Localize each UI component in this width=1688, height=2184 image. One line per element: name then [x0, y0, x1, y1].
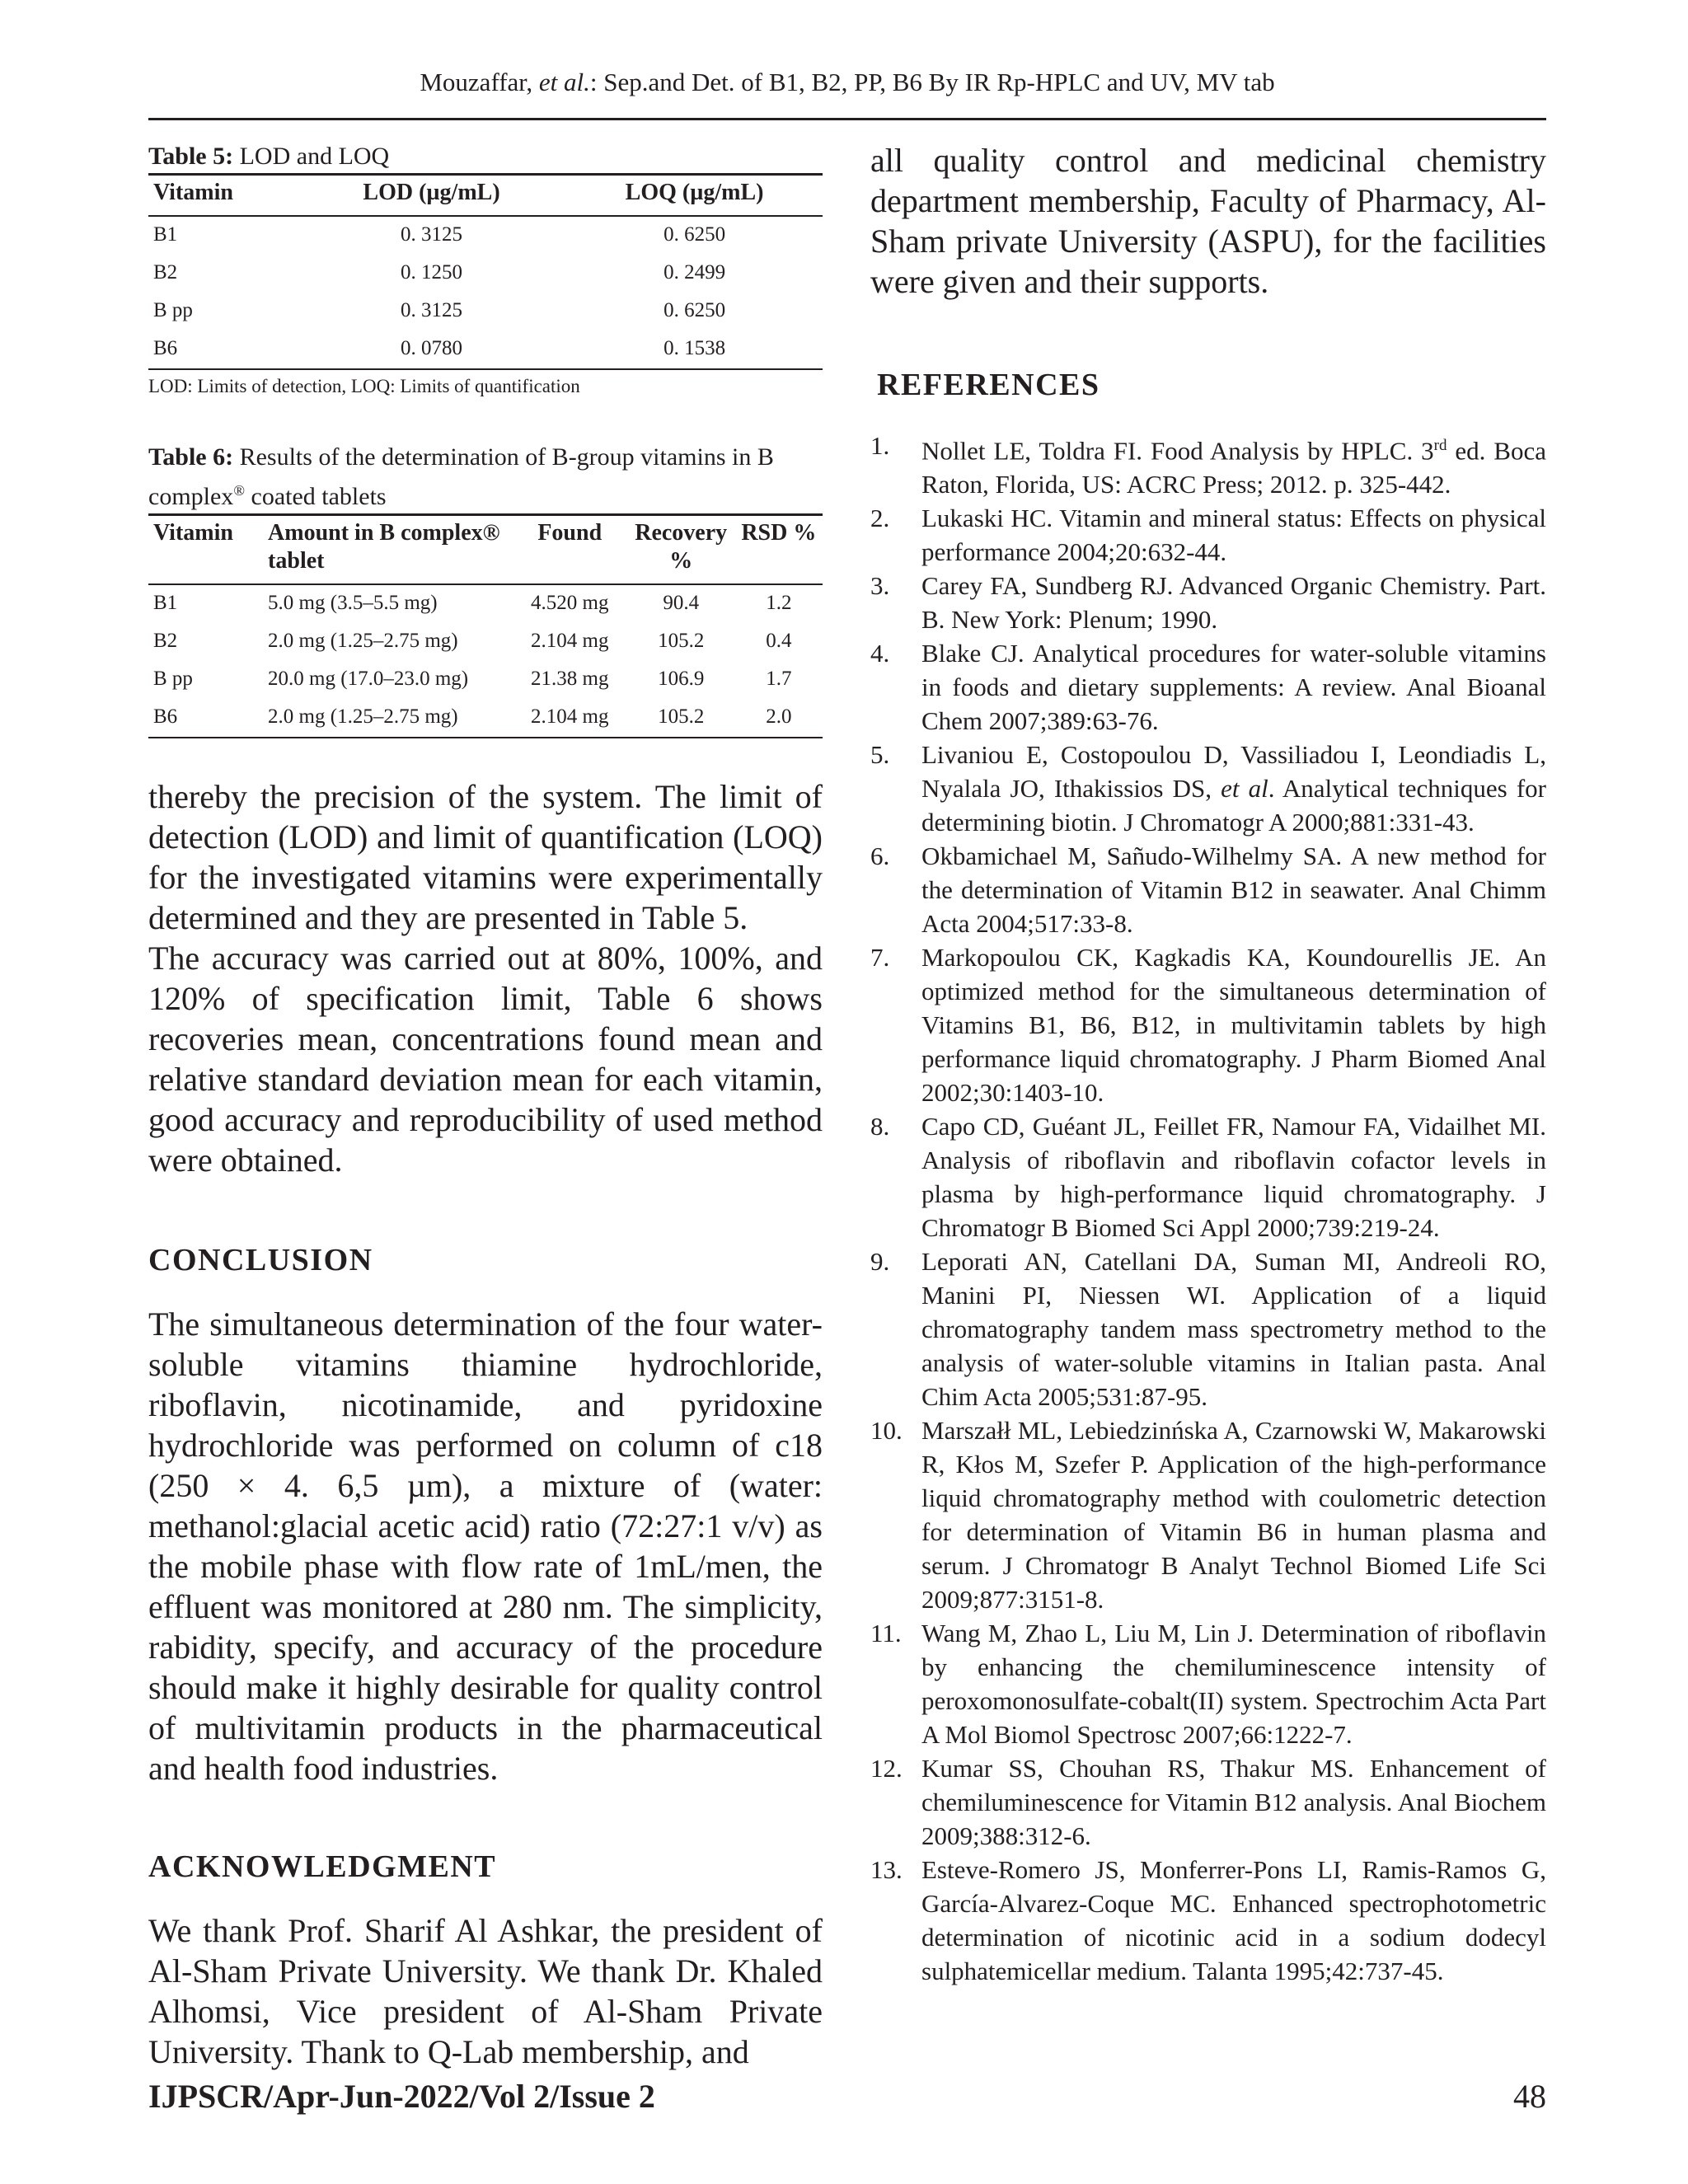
table-cell: 1.2 — [766, 592, 792, 614]
table-cell: B2 — [153, 630, 178, 652]
table-5-header-vitamin: Vitamin — [148, 175, 297, 217]
table-cell: 0. 1250 — [401, 261, 463, 284]
table-cell: 2.0 mg (1.25–2.75 mg) — [268, 630, 458, 652]
reference-text: Wang M, Zhao L, Liu M, Lin J. Determination of riboflavin by enhancing the chemiluminescence intensity of peroxomonosulfate-cobalt(II) system. Spectrochim Acta Part A Mol Biomol Spectrosc 2007;66:1222-7. — [921, 1619, 1546, 1750]
reference-item — [870, 501, 1546, 569]
table-6-label: Table 6: — [148, 443, 234, 471]
table-row — [148, 330, 823, 369]
right-column — [870, 140, 1546, 1988]
table-6-header-amount: Amount in B complex® tablet — [263, 515, 513, 585]
table-row — [148, 699, 823, 738]
table-5-header-lod: LOD (µg/mL) — [297, 175, 566, 217]
running-title-authors: Mouzaffar, — [420, 68, 539, 96]
reference-text: Kumar SS, Chouhan RS, Thakur MS. Enhancement of chemiluminescence for Vitamin B12 analysis. Anal Biochem 2009;388:312-6. — [921, 1754, 1546, 1851]
reference-text: Livaniou E, Costopoulou D, Vassiliadou I, Leondiadis L, Nyalala JO, Ithakissios DS, et al. Analytical techniques for determining biotin. J Chromatogr A 2000;881:331-43. — [921, 740, 1546, 837]
acknowledgment-text: We thank Prof. Sharif Al Ashkar, the president of Al-Sham Private University. We thank Dr. Khaled Alhomsi, Vice president of Al-Sham Private University. Thank to Q-Lab membership, and — [148, 1912, 823, 2070]
table-5 — [148, 140, 823, 400]
reference-number: 4. — [870, 639, 890, 668]
reference-number: 12. — [870, 1754, 903, 1783]
reference-item — [870, 1751, 1546, 1853]
table-6-header-vitamin: Vitamin — [148, 515, 263, 585]
running-title-etal: et al. — [538, 68, 590, 96]
table-cell: 0. 1538 — [566, 330, 823, 369]
table-row — [148, 623, 823, 661]
reference-item — [870, 839, 1546, 940]
results-paragraph-accuracy: The accuracy was carried out at 80%, 100%, and 120% of specification limit, Table 6 shows recoveries mean, concentrations found mean and relative standard deviation mean for each vitamin, good accuracy and reproducibility of used method were obtained. — [148, 940, 823, 1179]
table-cell: 2.0 — [735, 699, 823, 738]
reference-text: Esteve-Romero JS, Monferrer-Pons LI, Ramis-Ramos G, García-Alvarez-Coque MC. Enhanced spectrophotometric determination of nicotinic acid in a sodium dodecyl sulphatemicellar medium. Talanta 1995;42:737-45. — [921, 1855, 1546, 1986]
table-5-label: Table 5: — [148, 143, 234, 170]
header-rule — [148, 118, 1546, 120]
reference-text: Okbamichael M, Sañudo-Wilhelmy SA. A new method for the determination of Vitamin B12 in seawater. Anal Chimm Acta 2004;517:33-8. — [921, 841, 1546, 939]
reference-text: Nollet LE, Toldra FI. Food Analysis by HPLC. 3rd ed. Boca Raton, Florida, US: ACRC Press; 2012. p. 325-442. — [921, 436, 1546, 499]
table-cell: B pp — [153, 668, 193, 690]
table-row — [148, 216, 823, 255]
table-6-grid — [148, 513, 823, 738]
reference-item — [870, 1413, 1546, 1616]
reference-item — [870, 1853, 1546, 1988]
table-cell: B6 — [148, 330, 297, 369]
journal-issue-id: IJPSCR/Apr-Jun-2022/Vol 2/Issue 2 — [148, 2078, 655, 2115]
reference-list — [870, 429, 1546, 1988]
reference-item — [870, 1244, 1546, 1413]
reference-text: Markopoulou CK, Kagkadis KA, Koundourellis JE. An optimized method for the simultaneous determination of Vitamins B1, B6, B12, in multivitamin tablets by high performance liquid chromatography. J Pharm Biomed Anal 2002;30:1403-10. — [921, 943, 1546, 1108]
reference-number: 5. — [870, 740, 890, 770]
table-cell: B1 — [153, 592, 178, 614]
table-cell: 105.2 — [658, 630, 705, 652]
table-cell: B6 — [148, 699, 263, 738]
running-header — [148, 66, 1546, 99]
table-6-caption — [148, 441, 823, 513]
table-row — [148, 584, 823, 623]
reference-text: Carey FA, Sundberg RJ. Advanced Organic Chemistry. Part. B. New York: Plenum; 1990. — [921, 571, 1546, 635]
reference-number: 1. — [870, 431, 890, 460]
table-cell: 0. 6250 — [663, 223, 726, 246]
table-cell: 2.104 mg — [513, 699, 627, 738]
table-cell: B pp — [153, 299, 193, 321]
acknowledgment-heading: ACKNOWLEDGMENT — [148, 1849, 497, 1884]
table-cell: 90.4 — [663, 592, 700, 614]
table-cell: 0.4 — [766, 630, 792, 652]
table-row — [148, 255, 823, 293]
table-cell: 0. 3125 — [401, 223, 463, 246]
table-cell: 21.38 mg — [531, 668, 609, 690]
reference-number: 9. — [870, 1247, 890, 1277]
table-cell: 0. 2499 — [663, 261, 726, 284]
table-cell: 4.520 mg — [531, 592, 609, 614]
results-paragraph-lod: thereby the precision of the system. The limit of detection (LOD) and limit of quantification (LOQ) for the investigated vitamins were experimentally determined and they are presented in Table 5. — [148, 778, 823, 936]
reference-number: 7. — [870, 943, 890, 972]
table-6-title: Results of the determination of B-group vitamins in B complex — [148, 443, 774, 510]
running-title-topic: : Sep.and Det. of B1, B2, PP, B6 By IR Rp-HPLC and UV, MV tab — [589, 68, 1275, 96]
table-cell: 1.7 — [766, 668, 792, 690]
table-cell: 2.104 mg — [531, 630, 609, 652]
table-6-title-end: coated tablets — [245, 483, 387, 510]
table-cell: 0. 3125 — [401, 299, 463, 321]
reference-text: Leporati AN, Catellani DA, Suman MI, Andreoli RO, Manini PI, Niessen WI. Application of a liquid chromatography tandem mass spectrometry method to the analysis of water-soluble vitamins in Italian pasta. Anal Chim Acta 2005;531:87-95. — [921, 1247, 1546, 1412]
reference-number: 10. — [870, 1416, 903, 1446]
reference-text: Lukaski HC. Vitamin and mineral status: Effects on physical performance 2004;20:632-44. — [921, 504, 1546, 567]
registered-mark: ® — [233, 482, 245, 499]
left-column — [148, 140, 823, 2072]
page-number: 48 — [1513, 2078, 1546, 2115]
reference-number: 8. — [870, 1112, 890, 1141]
table-row — [148, 661, 823, 699]
table-5-title: LOD and LOQ — [233, 143, 390, 170]
table-6-header-recovery: Recovery % — [627, 515, 735, 585]
table-cell: 2.0 mg (1.25–2.75 mg) — [263, 699, 513, 738]
table-cell: 5.0 mg (3.5–5.5 mg) — [268, 592, 438, 614]
reference-number: 13. — [870, 1855, 903, 1885]
acknowledgment-continuation: all quality control and medicinal chemistry department membership, Faculty of Pharmacy, Al-Sham private University (ASPU), for the facilities were given and their supports. — [870, 142, 1546, 300]
reference-text: Marszałł ML, Lebiedzinńska A, Czarnowski W, Makarowski R, Kłos M, Szefer P. Application of the high-performance liquid chromatography method with coulometric detection for determination of Vitamin B6 in human plasma and serum. J Chromatogr B Analyt Technol Biomed Life Sci 2009;877:3151-8. — [921, 1416, 1546, 1615]
reference-number: 2. — [870, 504, 890, 533]
table-6-header-found: Found — [513, 515, 627, 585]
reference-text: Blake CJ. Analytical procedures for water-soluble vitamins in foods and dietary supplements: A review. Anal Bioanal Chem 2007;389:63-76. — [921, 639, 1546, 736]
reference-item — [870, 940, 1546, 1109]
conclusion-heading: CONCLUSION — [148, 1243, 373, 1277]
reference-number: 11. — [870, 1619, 902, 1648]
reference-item — [870, 429, 1546, 501]
table-cell: 0. 0780 — [297, 330, 566, 369]
reference-item — [870, 1109, 1546, 1244]
table-5-caption — [148, 140, 823, 173]
table-5-grid — [148, 173, 823, 370]
conclusion-text: The simultaneous determination of the four water-soluble vitamins thiamine hydrochloride, riboflavin, nicotinamide, and pyridoxine hydrochloride was performed on column of c18 (250 × 4. 6,5 µm), a mixture of (water: methanol:glacial acetic acid) ratio (72:27:1 v/v) as the mobile phase with flow rate of 1mL/men, the effluent was monitored at 280 nm. The simplicity, rabidity, specify, and accuracy of the procedure should make it highly desirable for quality control of multivitamin products in the pharmaceutical and health food industries. — [148, 1305, 823, 1787]
reference-item — [870, 1616, 1546, 1751]
table-6 — [148, 441, 823, 738]
table-row — [148, 293, 823, 330]
table-5-footnote: LOD: Limits of detection, LOQ: Limits of quantification — [148, 376, 580, 396]
table-5-header-loq: LOQ (µg/mL) — [566, 175, 823, 217]
reference-item — [870, 738, 1546, 839]
table-cell: 106.9 — [658, 668, 705, 690]
reference-number: 3. — [870, 571, 890, 601]
reference-item — [870, 569, 1546, 636]
references-heading: REFERENCES — [877, 368, 1100, 402]
table-cell: B1 — [153, 223, 178, 246]
reference-item — [870, 636, 1546, 738]
table-cell: B2 — [153, 261, 178, 284]
reference-number: 6. — [870, 841, 890, 871]
table-cell: 0. 6250 — [663, 299, 726, 321]
page-footer — [148, 2077, 1546, 2116]
table-cell: 20.0 mg (17.0–23.0 mg) — [268, 668, 469, 690]
table-cell: 105.2 — [627, 699, 735, 738]
reference-text: Capo CD, Guéant JL, Feillet FR, Namour FA, Vidailhet MI. Analysis of riboflavin and riboflavin cofactor levels in plasma by high-performance liquid chromatography. J Chromatogr B Biomed Sci Appl 2000;739:219-24. — [921, 1112, 1546, 1243]
table-6-header-rsd: RSD % — [735, 515, 823, 585]
